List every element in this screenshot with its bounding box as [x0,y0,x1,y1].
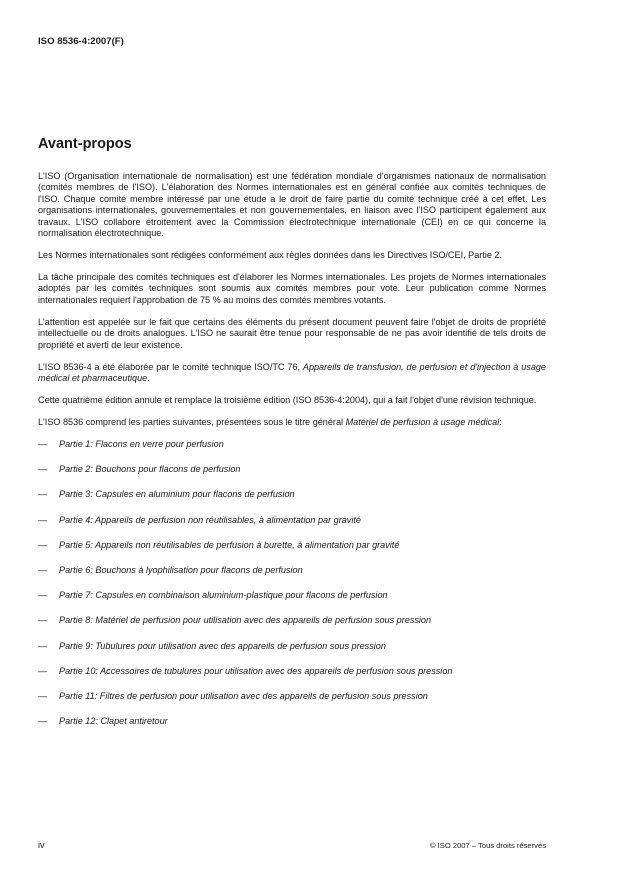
part-title: Partie 6: Bouchons à lyophilisation pour flacons de perfusion [59,565,303,575]
part-title: Partie 11: Filtres de perfusion pour utilisation avec des appareils de perfusion sous pression [59,690,428,701]
dash-bullet-icon: — [38,690,48,701]
dash-bullet-icon: — [38,615,48,626]
paragraph-edition: Cette quatrième édition annule et remplace la troisième édition (ISO 8536-4:2004), qui a fait l'objet d'une révision technique. [38,395,537,406]
list-item [38,489,546,514]
part-title: Partie 7: Capsules en combinaison aluminium-plastique pour flacons de perfusion [59,590,388,601]
part-title: Partie 4: Appareils de perfusion non réutilisables, à alimentation par gravité [59,514,361,525]
part-title: Partie 9: Tubulures pour utilisation avec des appareils de perfusion sous pression [59,640,386,651]
prepared-by-text: L'ISO 8536-4 a été élaborée par le comité technique ISO/TC 76, [38,361,303,372]
document-id-header: ISO 8536-4:2007(F) [38,36,124,47]
parts-list [38,439,546,741]
part-title: Partie 2: Bouchons pour flacons de perfusion [59,464,241,475]
list-item [38,691,546,716]
paragraph-prepared-by [38,362,546,385]
paragraph-technical-committees: La tâche principale des comités techniques est d'élaborer les Normes internationales. Les projets de Normes internationales adoptés par les comités techniques sont soumis aux comités membres pour vote. Leur publication comme Normes internationales requiert l'approbation de 75 % au moins des comités membres votants. [38,272,546,305]
paragraph-parts-intro [38,417,546,428]
paragraph-iso-organisation: L'ISO (Organisation internationale de normalisation) est une fédération mondiale d'organismes nationaux de normalisation (comités membres de l'ISO). L'élaboration des Normes internationales est en général confiée aux comités techniques de l'ISO. Chaque comité membre intéressé par une étude a le droit de faire partie du comité technique créé à cet effet. Les organisations internationales, gouvernementales et non gouvernementales, en liaison avec l'ISO participent également aux travaux. L'ISO collabore étroitement avec la Commission électrotechnique internationale (CEI) en ce qui concerne la normalisation électrotechnique. [38,171,546,239]
paragraph-directives: Les Normes internationales sont rédigées conformément aux règles données dans les Directives ISO/CEI, Partie 2. [38,250,503,261]
dash-bullet-icon: — [38,539,48,550]
paragraph-patent-rights: L'attention est appelée sur le fait que certains des éléments du présent document peuvent faire l'objet de droits de propriété intellectuelle ou de droits analogues. L'ISO ne saurait être tenue pour responsable de ne pas avoir identifié de tels droits de propriété et averti de leur existence. [38,316,546,350]
general-title: Matériel de perfusion à usage médical [345,417,500,428]
list-item [38,464,546,489]
page-number: iv [38,840,45,850]
prepared-by-end: . [147,373,150,384]
dash-bullet-icon: — [38,514,48,525]
foreword-body [38,171,546,741]
committee-title: Appareils de transfusion, de perfusion et d'injection à usage médical et pharmaceutique [38,361,546,384]
list-item [38,565,546,590]
list-item [38,540,546,565]
copyright-notice: © ISO 2007 – Tous droits réservés [429,841,546,850]
dash-bullet-icon: — [38,439,48,450]
part-title: Partie 1: Flacons en verre pour perfusion [59,439,224,450]
list-item [38,615,546,640]
parts-intro-text: L'ISO 8536 comprend les parties suivantes, présentées sous le titre général [38,417,346,428]
part-title: Partie 3: Capsules en aluminium pour flacons de perfusion [59,489,295,500]
list-item [38,716,546,741]
dash-bullet-icon: — [38,464,48,475]
part-title: Partie 12: Clapet antiretour [59,716,168,727]
section-title: Avant-propos [38,136,132,152]
list-item [38,515,546,540]
list-item [38,666,546,691]
list-item [38,590,546,615]
list-item [38,641,546,666]
dash-bullet-icon: — [38,489,48,500]
part-title: Partie 5: Appareils non réutilisables de perfusion à burette, à alimentation par gravité [59,539,400,550]
part-title: Partie 8: Matériel de perfusion pour utilisation avec des appareils de perfusion sous pression [59,615,432,626]
list-item [38,439,546,464]
dash-bullet-icon: — [38,565,48,575]
part-title: Partie 10: Accessoires de tubulures pour utilisation avec des appareils de perfusion sous pression [59,665,453,676]
dash-bullet-icon: — [38,590,48,601]
dash-bullet-icon: — [38,640,48,651]
dash-bullet-icon: — [38,665,48,676]
parts-intro-end: : [499,417,502,428]
dash-bullet-icon: — [38,716,48,727]
